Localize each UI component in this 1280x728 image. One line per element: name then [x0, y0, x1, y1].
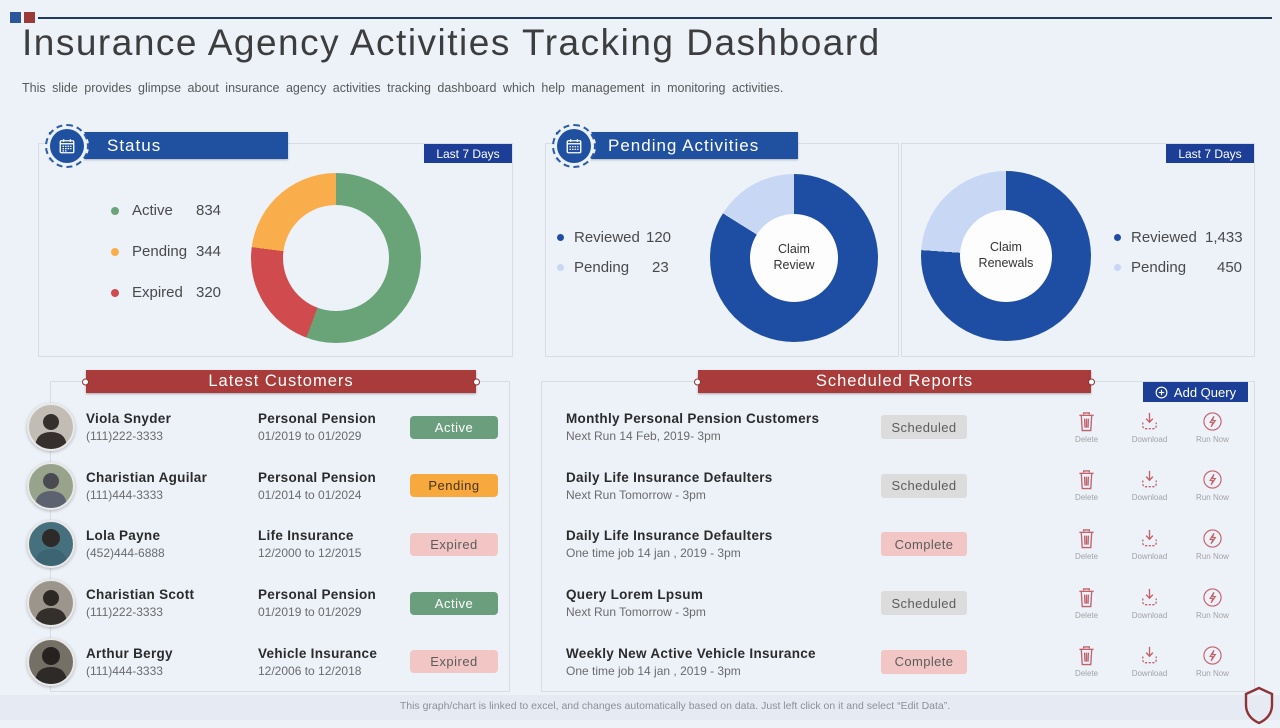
calendar-icon: [45, 124, 89, 168]
download-icon: [1139, 528, 1160, 549]
legend-dot-expired: [111, 289, 119, 297]
report-status-badge: Complete: [881, 532, 967, 556]
download-button[interactable]: Download: [1122, 469, 1177, 502]
delete-button[interactable]: Delete: [1059, 411, 1114, 444]
latest-customers-panel: [50, 381, 510, 692]
status-last-7-days-chip[interactable]: Last 7 Days: [424, 144, 512, 163]
report-status-badge: Scheduled: [881, 474, 967, 498]
plus-circle-icon: [1155, 386, 1168, 399]
report-schedule: One time job 14 jan , 2019 - 3pm: [566, 664, 866, 678]
customer-product: Personal Pension: [258, 470, 376, 485]
trash-icon: [1077, 528, 1096, 549]
shield-icon: [1242, 686, 1276, 728]
status-legend: [111, 202, 221, 301]
scheduled-reports-header: Scheduled Reports: [698, 370, 1091, 393]
footer-note: This graph/chart is linked to excel, and changes automatically based on data. Just left click on it and select “Edit Data”.: [0, 700, 1280, 712]
avatar: [27, 462, 75, 510]
download-icon: [1139, 469, 1160, 490]
report-row: [542, 632, 1254, 691]
status-panel-header: Status: [49, 132, 288, 159]
customer-name: Charistian Aguilar: [86, 470, 207, 485]
donut-center-label: Claim Renewals: [971, 240, 1041, 271]
delete-button[interactable]: Delete: [1059, 528, 1114, 561]
report-schedule: Next Run Tomorrow - 3pm: [566, 488, 866, 502]
banner-connector-dot: [694, 378, 701, 385]
status-badge: Active: [410, 592, 498, 615]
customer-phone: (452)444-6888: [86, 546, 165, 560]
report-name: Monthly Personal Pension Customers: [566, 411, 866, 426]
legend-dot-pending: [111, 248, 119, 256]
customer-phone: (111)444-3333: [86, 664, 173, 678]
report-schedule: One time job 14 jan , 2019 - 3pm: [566, 546, 866, 560]
claim-review-legend: [557, 229, 671, 276]
claim-renewals-panel: [901, 143, 1255, 357]
avatar: [27, 579, 75, 627]
status-badge: Active: [410, 416, 498, 439]
legend-item: Reviewed 1,433: [1114, 229, 1243, 246]
delete-button[interactable]: Delete: [1059, 587, 1114, 620]
customer-period: 01/2014 to 01/2024: [258, 488, 376, 502]
run-now-button[interactable]: Run Now: [1185, 587, 1240, 620]
lightning-icon: [1202, 411, 1223, 432]
status-badge: Expired: [410, 650, 498, 673]
customer-period: 12/2000 to 12/2015: [258, 546, 361, 560]
report-row: [542, 457, 1254, 516]
customer-name: Arthur Bergy: [86, 646, 173, 661]
download-icon: [1139, 411, 1160, 432]
run-now-button[interactable]: Run Now: [1185, 411, 1240, 444]
status-panel: [38, 143, 513, 357]
customer-period: 12/2006 to 12/2018: [258, 664, 377, 678]
report-schedule: Next Run 14 Feb, 2019- 3pm: [566, 429, 866, 443]
legend-dot-reviewed: [557, 234, 564, 241]
report-schedule: Next Run Tomorrow - 3pm: [566, 605, 866, 619]
status-badge: Pending: [410, 474, 498, 497]
customer-row: [51, 632, 509, 691]
customer-phone: (111)444-3333: [86, 488, 207, 502]
customer-row: [51, 574, 509, 633]
run-now-button[interactable]: Run Now: [1185, 469, 1240, 502]
run-now-button[interactable]: Run Now: [1185, 645, 1240, 678]
trash-icon: [1077, 469, 1096, 490]
report-row: [542, 574, 1254, 633]
banner-connector-dot: [473, 378, 480, 385]
report-name: Query Lorem Lpsum: [566, 587, 866, 602]
customer-name: Charistian Scott: [86, 587, 194, 602]
page-title: Insurance Agency Activities Tracking Dashboard: [22, 22, 881, 64]
customer-name: Lola Payne: [86, 528, 165, 543]
download-icon: [1139, 587, 1160, 608]
customer-product: Life Insurance: [258, 528, 361, 543]
add-query-button[interactable]: Add Query: [1143, 382, 1248, 402]
legend-item: Pending 450: [1114, 259, 1243, 276]
trash-icon: [1077, 411, 1096, 432]
latest-customers-header: Latest Customers: [86, 370, 476, 393]
report-row: [542, 515, 1254, 574]
customer-phone: (111)222-3333: [86, 605, 194, 619]
status-donut-chart: [251, 173, 421, 343]
avatar: [27, 520, 75, 568]
customer-product: Personal Pension: [258, 411, 376, 426]
delete-button[interactable]: Delete: [1059, 469, 1114, 502]
trash-icon: [1077, 587, 1096, 608]
customer-list: [51, 398, 509, 691]
delete-button[interactable]: Delete: [1059, 645, 1114, 678]
customer-phone: (111)222-3333: [86, 429, 171, 443]
legend-item: Active 834: [111, 202, 221, 219]
legend-item: Pending 23: [557, 259, 671, 276]
customer-product: Personal Pension: [258, 587, 376, 602]
download-button[interactable]: Download: [1122, 528, 1177, 561]
run-now-button[interactable]: Run Now: [1185, 528, 1240, 561]
header-rule: [38, 17, 1272, 19]
customer-period: 01/2019 to 01/2029: [258, 605, 376, 619]
legend-item: Pending 344: [111, 243, 221, 260]
report-status-badge: Scheduled: [881, 415, 967, 439]
pending-activities-header: Pending Activities: [556, 132, 798, 159]
claim-review-donut-chart: [710, 174, 878, 342]
legend-dot-pending: [557, 264, 564, 271]
download-icon: [1139, 645, 1160, 666]
report-row: [542, 398, 1254, 457]
legend-dot-reviewed: [1114, 234, 1121, 241]
customer-period: 01/2019 to 01/2029: [258, 429, 376, 443]
page-subtitle: This slide provides glimpse about insurance agency activities tracking dashboard which help management in monitoring activities.: [22, 81, 783, 95]
download-button[interactable]: Download: [1122, 645, 1177, 678]
report-name: Daily Life Insurance Defaulters: [566, 528, 866, 543]
claim-renewals-legend: [1114, 229, 1243, 276]
customer-row: [51, 398, 509, 457]
claim-renewals-donut-chart: [921, 171, 1091, 341]
download-button[interactable]: Download: [1122, 587, 1177, 620]
renewals-last-7-days-chip[interactable]: Last 7 Days: [1166, 144, 1254, 163]
customer-row: [51, 457, 509, 516]
download-button[interactable]: Download: [1122, 411, 1177, 444]
customer-row: [51, 515, 509, 574]
donut-center-label: Claim Review: [766, 242, 822, 273]
legend-dot-pending: [1114, 264, 1121, 271]
customer-name: Viola Snyder: [86, 411, 171, 426]
status-badge: Expired: [410, 533, 498, 556]
lightning-icon: [1202, 528, 1223, 549]
avatar: [27, 403, 75, 451]
claim-review-panel: [545, 143, 899, 357]
donut-hole: [283, 205, 389, 311]
scheduled-reports-panel: [541, 381, 1255, 692]
banner-connector-dot: [1088, 378, 1095, 385]
report-list: [542, 398, 1254, 691]
legend-dot-active: [111, 207, 119, 215]
legend-item: Reviewed 120: [557, 229, 671, 246]
trash-icon: [1077, 645, 1096, 666]
legend-item: Expired 320: [111, 284, 221, 301]
avatar: [27, 638, 75, 686]
report-name: Weekly New Active Vehicle Insurance: [566, 646, 866, 661]
report-name: Daily Life Insurance Defaulters: [566, 470, 866, 485]
customer-product: Vehicle Insurance: [258, 646, 377, 661]
lightning-icon: [1202, 469, 1223, 490]
accent-square-blue: [10, 12, 21, 23]
calendar-icon: [552, 124, 596, 168]
lightning-icon: [1202, 645, 1223, 666]
report-status-badge: Complete: [881, 650, 967, 674]
report-status-badge: Scheduled: [881, 591, 967, 615]
lightning-icon: [1202, 587, 1223, 608]
banner-connector-dot: [82, 378, 89, 385]
